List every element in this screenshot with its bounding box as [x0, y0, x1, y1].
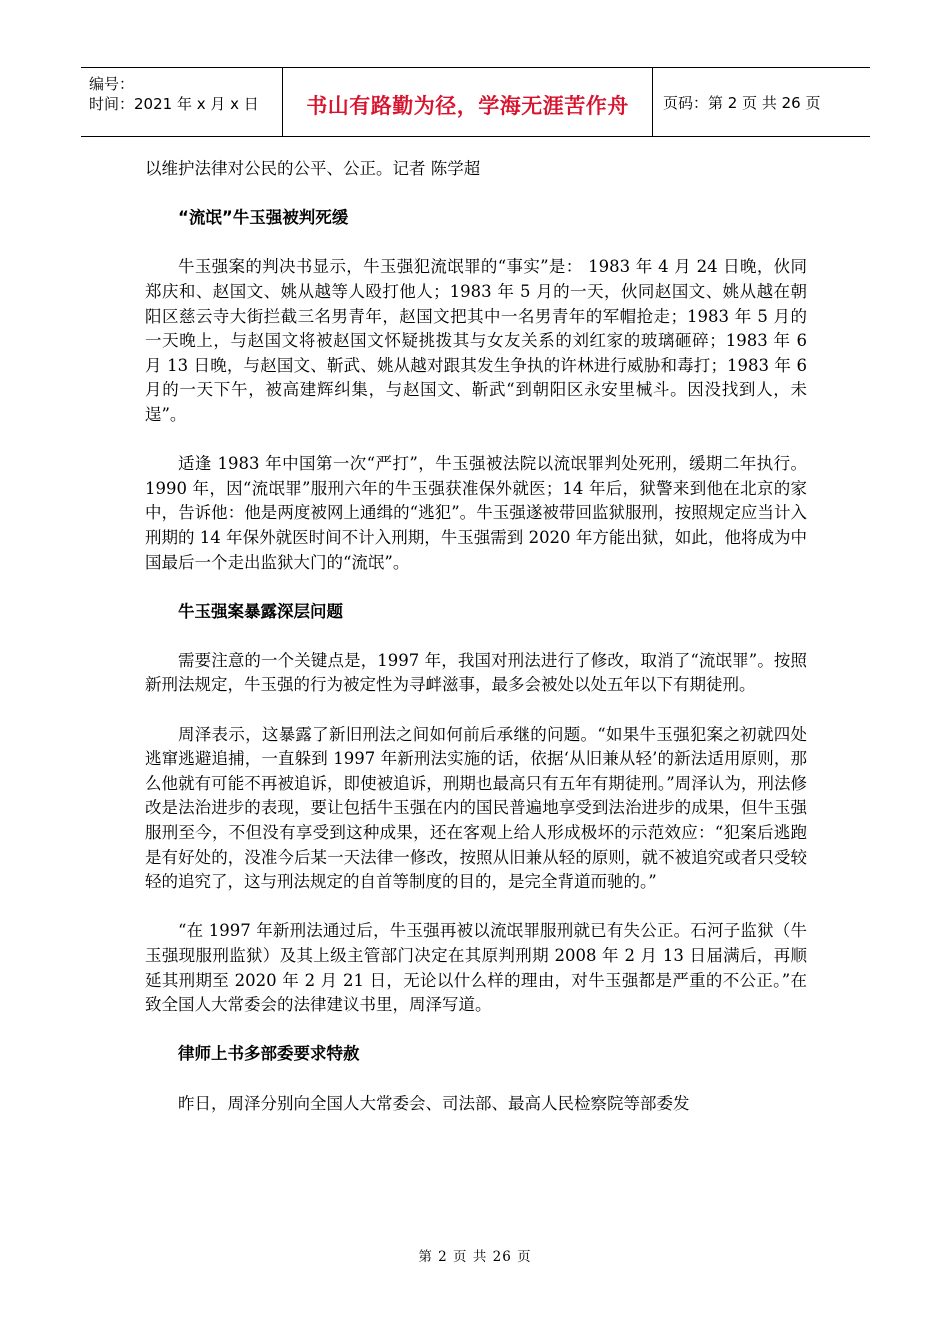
paragraph-strike-hard: 适逢 1983 年中国第一次“严打”，牛玉强被法院以流氓罪判处死刑，缓期二年执行。1990 年，因“流氓罪”服刑六年的牛玉强获准保外就医；14 年后，狱警来到他在北京的家中，告诉他：他是两度被网上通缉的“逃犯”。牛玉强遂被带回监狱服刑，按照规定应当计入刑期的 14 年保外就医时间不计入刑期，牛玉强需到 2020 年方能出狱，如此，他将成为中国最后一个走出监狱大门的“流氓”。 [145, 454, 807, 572]
page-footer: 第 2 页 共 26 页 [418, 1249, 532, 1265]
header-motto: 书山有路勤为径，学海无涯苦作舟 [306, 94, 629, 118]
serial-number-label: 编号： [89, 75, 135, 93]
header-motto-cell [283, 68, 653, 136]
paragraph-zhou-ze-remarks: 周泽表示，这暴露了新旧刑法之间如何前后承继的问题。“如果牛玉强犯案之初就四处逃窜逃避追捕，一直躲到 1997 年新刑法实施的话，依据‘从旧兼从轻’的新法适用原则，那么他就有可能不再被追诉，即使被追诉，刑期也最高只有五年有期徒刑。”周泽认为，刑法修改是法治进步的表现，要让包括牛玉强在内的国民普遍地享受到法治进步的成果，但牛玉强服刑至今，不但没有享受到这种成果，还在客观上给人形成极坏的示范效应：“犯案后逃跑是有好处的，没准今后某一天法律一修改，按照从旧兼从轻的原则，就不被追究或者只受较轻的追究了，这与刑法规定的自首等制度的目的，是完全背道而驰的。” [145, 724, 807, 892]
header-page-cell [653, 68, 870, 136]
document-body [145, 157, 807, 1116]
header-meta-cell [81, 68, 283, 136]
header-page-label: 页码：第 2 页 共 26 页 [663, 93, 821, 112]
page-header [81, 67, 870, 137]
paragraph-continuation: 以维护法律对公民的公平、公正。记者 陈学超 [145, 159, 481, 178]
section-heading-sentence: “流氓”牛玉强被判死缓 [178, 208, 349, 228]
section-heading-deep-issues: 牛玉强案暴露深层问题 [178, 601, 343, 621]
paragraph-law-revision: 需要注意的一个关键点是，1997 年，我国对刑法进行了修改，取消了“流氓罪”。按照新刑法规定，牛玉强的行为被定性为寻衅滋事，最多会被处以处五年以下有期徒刑。 [145, 650, 807, 695]
section-heading-amnesty: 律师上书多部委要求特赦 [178, 1044, 360, 1064]
date-label: 时间：2021 年 x 月 x 日 [89, 95, 259, 113]
paragraph-petition: 昨日，周泽分别向全国人大常委会、司法部、最高人民检察院等部委发 [178, 1093, 690, 1113]
paragraph-legal-proposal: “在 1997 年新刑法通过后，牛玉强再被以流氓罪服刑就已有失公正。石河子监狱（牛玉强现服刑监狱）及其上级主管部门决定在其原判刑期 2008 年 2 月 13 日届满后，再顺延其刑期至 2020 年 2 月 21 日，无论以什么样的理由，对牛玉强都是严重的不公正。”在致全国人大常委会的法律建议书里，周泽写道。 [145, 921, 807, 1015]
paragraph-verdict-facts: 牛玉强案的判决书显示，牛玉强犯流氓罪的“事实”是： 1983 年 4 月 24 日晚，伙同郑庆和、赵国文、姚从越等人殴打他人；1983 年 5 月的一天，伙同赵国文、姚从越在朝阳区慈云寺大街拦截三名男青年，赵国文把其中一名男青年的军帽抢走；1983 年 5 月的一天晚上，与赵国文将被赵国文怀疑挑拨其与女友关系的刘红家的玻璃砸碎；1983 年 6 月 13 日晚，与赵国文、靳武、姚从越对跟其发生争执的许林进行威胁和毒打；1983 年 6 月的一天下午，被高建辉纠集，与赵国文、靳武“到朝阳区永安里械斗。因没找到人，未逞”。 [145, 257, 807, 424]
